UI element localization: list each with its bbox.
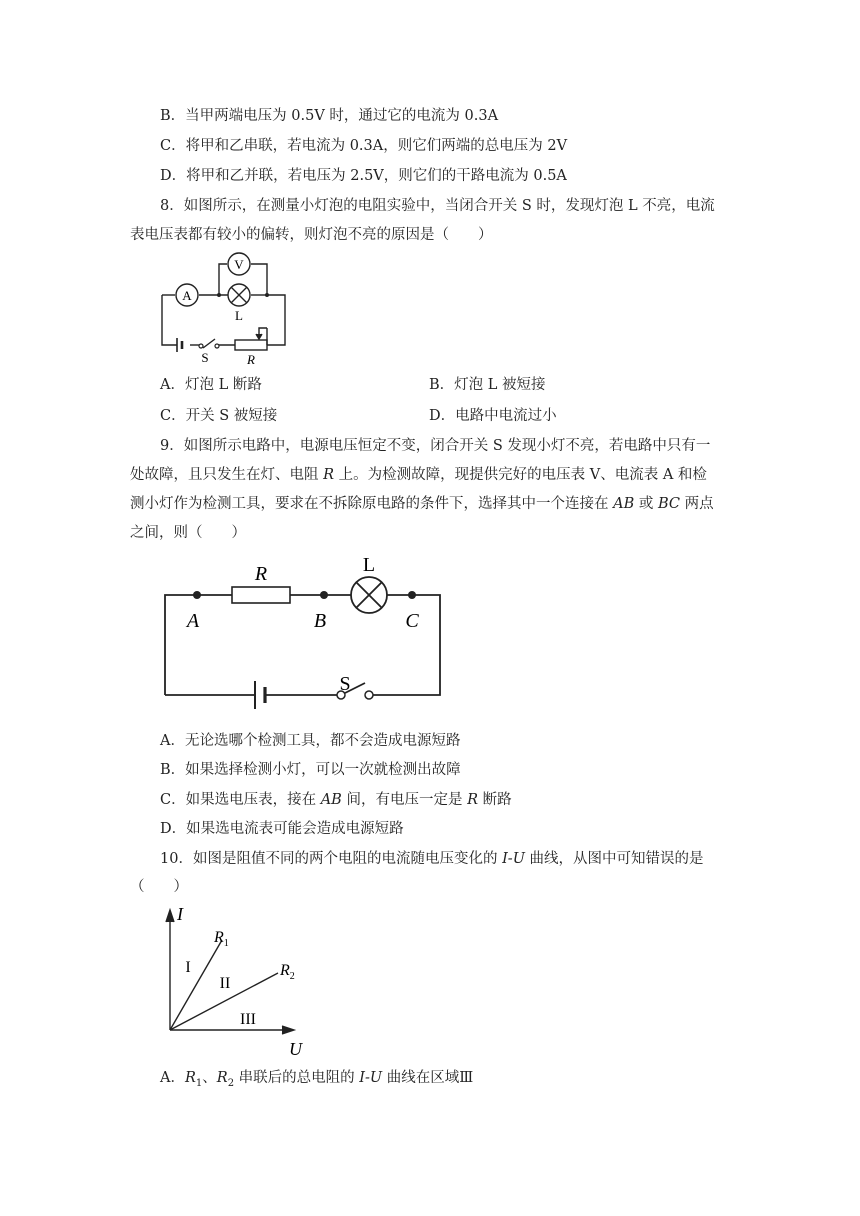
- q9-stem-line4: 之间，则（ ）: [130, 525, 246, 541]
- q10-iu-graph: [150, 900, 325, 1065]
- resistor-label: R: [254, 563, 268, 585]
- q10-option-a: A．$R_1$、$R_2$ 串联后的总电阻的 I-U 曲线在区域Ⅲ: [160, 1070, 474, 1089]
- q8-option-a: A．灯泡 L 断路: [160, 377, 262, 393]
- q9-option-b: B．如果选择检测小灯，可以一次就检测出故障: [160, 762, 461, 778]
- q7-option-c: C．将甲和乙串联，若电流为 0.3A，则它们两端的总电压为 2V: [160, 138, 568, 154]
- q10-stem-line1: 10．如图是阻值不同的两个电阻的电流随电压变化的 I-U 曲线，从图中可知错误的是: [160, 851, 704, 867]
- lamp-icon: [228, 284, 250, 306]
- q7-option-d: D．将甲和乙并联，若电压为 2.5V，则它们的干路电流为 0.5A: [160, 168, 567, 184]
- r1-label: $R_1$: [214, 929, 229, 949]
- r2-label: $R_2$: [280, 962, 295, 982]
- q9-option-a: A．无论选哪个检测工具，都不会造成电源短路: [160, 733, 461, 749]
- voltmeter-label: V: [234, 257, 244, 272]
- q9-circuit-figure: [155, 555, 455, 720]
- q7-option-b: B．当甲两端电压为 0.5V 时，通过它的电流为 0.3A: [160, 108, 499, 124]
- q9-stem-line2: 处故障，且只发生在灯、电阻 R 上。为检测故障，现提供完好的电压表 V、电流表 A 和检: [130, 467, 707, 483]
- switch-label: S: [201, 350, 209, 365]
- lamp-icon: [351, 577, 387, 613]
- region-3-label: III: [240, 1011, 256, 1028]
- q9-option-d: D．如果选电流表可能会造成电源短路: [160, 821, 404, 837]
- point-b-label: B: [313, 610, 327, 632]
- lamp-label: L: [235, 308, 243, 323]
- q8-circuit-figure: [155, 248, 295, 368]
- lamp-label: L: [362, 555, 376, 576]
- q9-stem-line1: 9．如图所示电路中，电源电压恒定不变，闭合开关 S 发现小灯不亮，若电路中只有一: [160, 438, 711, 454]
- ammeter-label: A: [182, 288, 192, 303]
- x-axis-label: U: [289, 1039, 302, 1059]
- resistor-icon: [232, 587, 290, 603]
- point-c-label: C: [405, 610, 419, 632]
- q10-stem-line2: （ ）: [130, 879, 188, 895]
- q8-stem-line1: 8．如图所示，在测量小灯泡的电阻实验中，当闭合开关 S 时，发现灯泡 L 不亮，电流: [160, 198, 715, 214]
- q8-option-b: B．灯泡 L 被短接: [429, 377, 546, 393]
- q9-stem-line3: 测小灯作为检测工具，要求在不拆除原电路的条件下，选择其中一个连接在 AB 或 BC 两点: [130, 496, 714, 512]
- region-2-label: II: [219, 975, 231, 992]
- q8-stem-line2: 表电压表都有较小的偏转，则灯泡不亮的原因是（ ）: [130, 227, 493, 243]
- point-a-label: A: [186, 610, 200, 632]
- rheostat-label: R: [247, 352, 255, 367]
- q9-option-c: C．如果选电压表，接在 AB 间，有电压一定是 R 断路: [160, 792, 512, 808]
- region-1-label: I: [185, 959, 191, 976]
- y-axis-label: I: [177, 904, 183, 924]
- q8-option-d: D．电路中电流过小: [429, 408, 557, 424]
- switch-label: S: [339, 673, 351, 695]
- q8-option-c: C．开关 S 被短接: [160, 408, 278, 424]
